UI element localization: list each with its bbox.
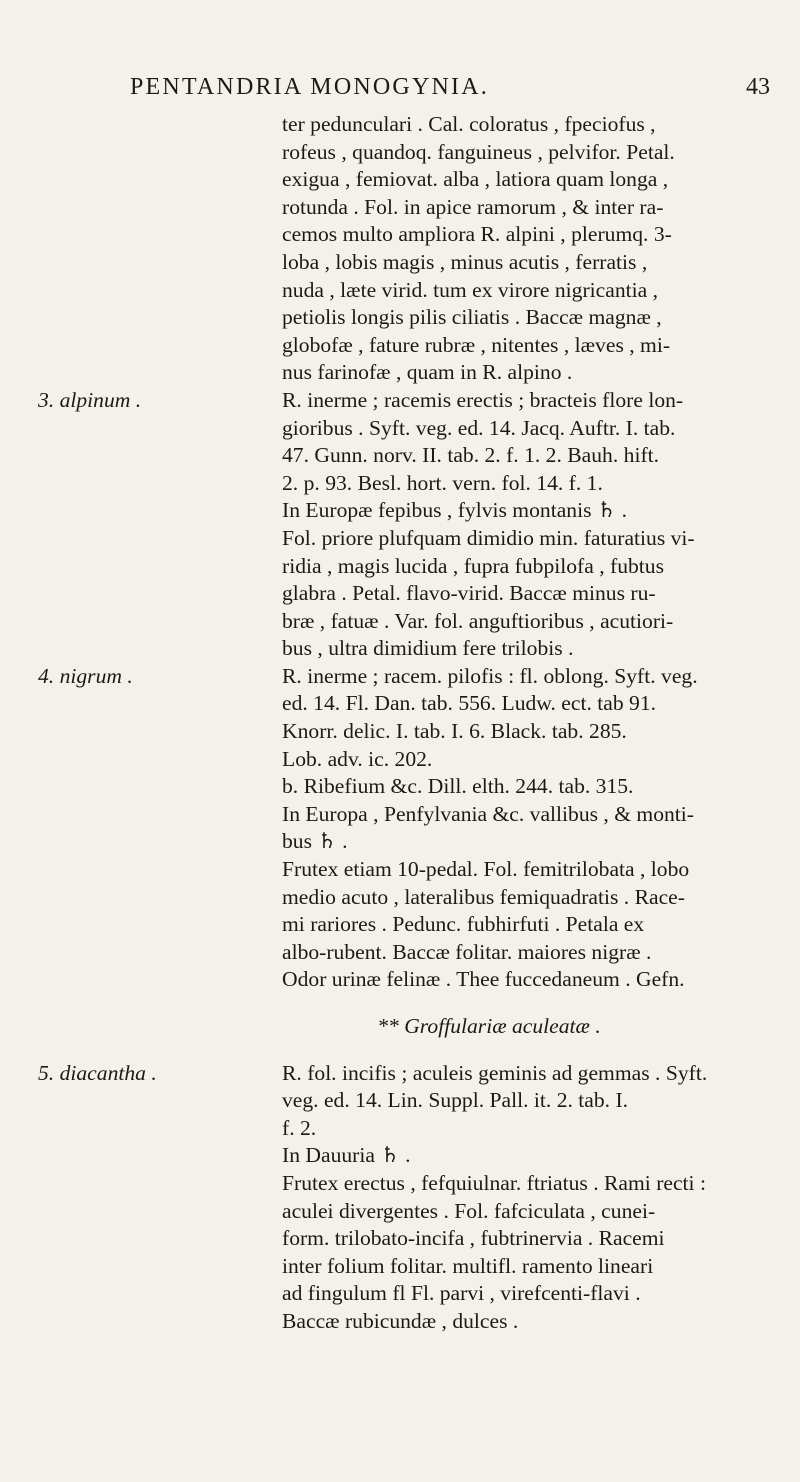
line-text: aculei divergentes . Fol. fafciculata , cunei- [282,1198,656,1223]
line-text: glabra . Petal. flavo-virid. Baccæ minus ru- [282,581,656,606]
text-line [38,581,790,609]
line-text: Fol. priore plufquam dimidio min. faturatius vi- [282,525,695,550]
line-text: bræ , fatuæ . Var. fol. anguftioribus , acutiori- [282,608,674,633]
line-text: inter folium folitar. multifl. ramento lineari [282,1253,654,1278]
text-line [38,1088,790,1116]
line-text: form. trilobato-incifa , fubtrinervia . Racemi [282,1226,665,1251]
text-block-grossulariae [38,1061,790,1337]
running-title: PENTANDRIA MONOGYNIA. [130,74,489,100]
text-line [38,140,790,168]
text-line [38,609,790,637]
line-text: nuda , læte virid. tum ex virore nigricantia , [282,277,658,302]
text-line [38,388,790,416]
text-line [38,195,790,223]
line-text: rofeus , quandoq. fanguineus , pelvifor. Petal. [282,139,675,164]
line-text: ter pedunculari . Cal. coloratus , fpeciofus , [282,112,656,136]
line-text: gioribus . Syft. veg. ed. 14. Jacq. Auftr. I. tab. [282,415,676,440]
text-line [38,526,790,554]
text-line [38,691,790,719]
line-text: Knorr. delic. I. tab. I. 6. Black. tab. 285. [282,719,627,744]
text-line [38,912,790,940]
line-text: R. inerme ; racem. pilofis : fl. oblong. Syft. veg. [282,663,698,688]
line-text: Frutex erectus , fefquiulnar. ftriatus . Rami recti : [282,1170,706,1195]
line-text: nus farinofæ , quam in R. alpino . [282,360,573,385]
text-line [38,747,790,775]
line-text: ad fingulum fl Fl. parvi , virefcenti-flavi . [282,1281,641,1306]
text-line [38,1143,790,1171]
page-number: 43 [746,74,770,100]
line-text: 2. p. 93. Besl. hort. vern. fol. 14. f. 1. [282,470,603,495]
text-line [38,250,790,278]
line-text: medio acuto , lateralibus femiquadratis . Race- [282,884,685,909]
line-text: Odor urinæ felinæ . Thee fuccedaneum . Gefn. [282,967,685,992]
line-text: In Europæ fepibus , fylvis montanis ♄ . [282,498,628,523]
text-line [38,360,790,388]
line-text: 47. Gunn. norv. II. tab. 2. f. 1. 2. Bauh. hift. [282,443,660,468]
line-text: Baccæ rubicundæ , dulces . [282,1308,519,1333]
text-line [38,471,790,499]
page-header [130,74,770,101]
text-line [38,278,790,306]
text-line [38,636,790,664]
text-line [38,498,790,526]
species-label: 5. diacantha . [38,1060,157,1085]
line-text: globofæ , fature rubræ , nitentes , læves , mi- [282,332,671,357]
text-line [38,967,790,995]
text-block-ribes [38,112,790,995]
line-text: In Dauuria ♄ . [282,1143,411,1168]
text-line [38,857,790,885]
text-line [38,112,790,140]
line-text: R. fol. incifis ; aculeis geminis ad gemmas . Syft. [282,1060,708,1085]
species-label: 4. nigrum . [38,663,133,688]
text-line [38,1116,790,1144]
text-line [38,1061,790,1089]
line-text: exigua , femiovat. alba , latiora quam longa , [282,167,669,192]
line-text: petiolis longis pilis ciliatis . Baccæ magnæ , [282,305,662,330]
line-text: veg. ed. 14. Lin. Suppl. Pall. it. 2. tab. I. [282,1088,629,1113]
text-line [38,305,790,333]
line-text: albo-rubent. Baccæ folitar. maiores nigræ . [282,939,652,964]
line-text: mi rariores . Pedunc. fubhirfuti . Petala ex [282,912,645,937]
text-line [38,222,790,250]
species-label: 3. alpinum . [38,387,142,412]
text-line [38,885,790,913]
line-text: b. Ribefium &c. Dill. elth. 244. tab. 315. [282,774,634,799]
text-line [38,1254,790,1282]
text-line [38,1171,790,1199]
text-line [38,1309,790,1337]
text-line [38,664,790,692]
text-line [38,940,790,968]
line-text: ridia , magis lucida , fupra fubpilofa , fubtus [282,553,664,578]
text-line [38,554,790,582]
line-text: In Europa , Penfylvania &c. vallibus , & monti- [282,801,694,826]
line-text: loba , lobis magis , minus acutis , ferratis , [282,249,648,274]
line-text: rotunda . Fol. in apice ramorum , & inter ra- [282,194,664,219]
text-line [38,829,790,857]
section-heading-text: ** Groffulariæ aculeatæ . [377,1014,601,1038]
text-line [38,774,790,802]
text-line [38,719,790,747]
line-text: cemos multo ampliora R. alpini , plerumq. 3- [282,222,672,247]
text-line [38,1199,790,1227]
text-line [38,1226,790,1254]
page-body [38,112,790,1337]
line-text: R. inerme ; racemis erectis ; bracteis flore lon- [282,387,684,412]
section-heading [38,1014,790,1042]
line-text: Frutex etiam 10-pedal. Fol. femitrilobata , lobo [282,857,690,882]
text-line [38,333,790,361]
text-line [38,443,790,471]
line-text: Lob. adv. ic. 202. [282,746,433,771]
line-text: ed. 14. Fl. Dan. tab. 556. Ludw. ect. tab 91. [282,691,657,716]
line-text: bus , ultra dimidium fere trilobis . [282,636,574,661]
text-line [38,802,790,830]
text-line [38,1281,790,1309]
text-line [38,167,790,195]
line-text: f. 2. [282,1115,317,1140]
line-text: bus ♄ . [282,829,348,854]
text-line [38,416,790,444]
